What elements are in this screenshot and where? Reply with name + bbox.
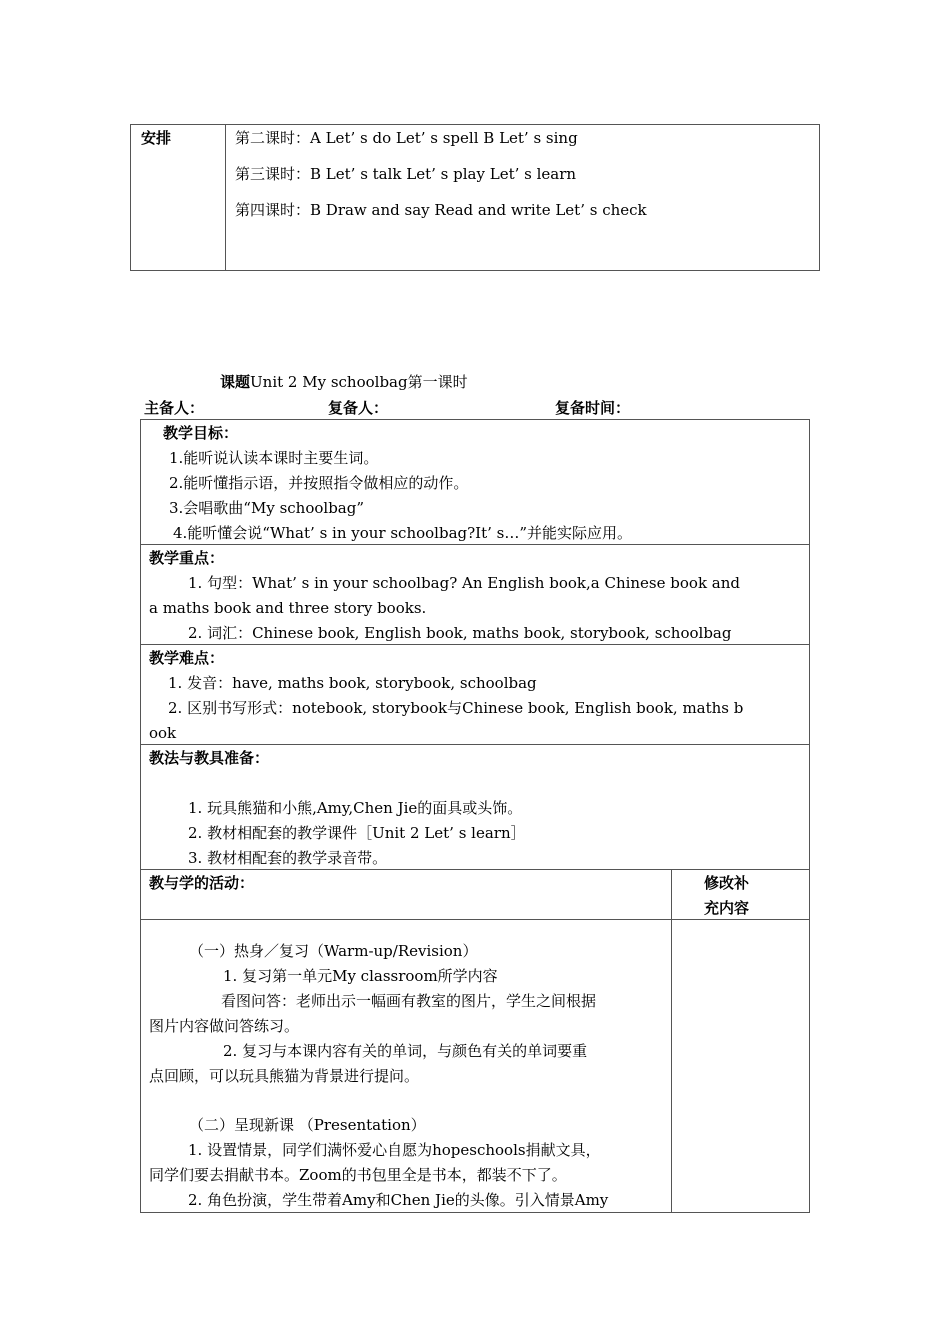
difficulty-line: 1. 发音：have, maths book, storybook, schoolbag [168,674,537,692]
methods-cell [141,745,810,870]
difficulty-line: ook [149,724,177,742]
activity-line: 1. 设置情景，同学们满怀爱心自愿为hopeschools捐献文具， [188,1141,601,1159]
revision-heading-line1: 修改补 [704,874,750,892]
method-line: 2. 教材相配套的教学课件［Unit 2 Let’ s learn］ [188,824,526,842]
difficulties-cell [141,645,810,745]
keypoint-line: a maths book and three story books. [149,599,427,617]
lesson-title [220,372,468,392]
goal-line: 2.能听懂指示语，并按照指令做相应的动作。 [169,474,469,492]
goal-line: 1.能听说认读本课时主要生词。 [169,449,379,467]
preparer-label: 主备人： [144,399,205,417]
reviewer-label: 复备人： [328,399,389,417]
revision-content-cell [672,920,810,1213]
difficulties-heading: 教学难点： [149,649,225,667]
revision-heading-cell [672,870,810,920]
schedule-line-3: 第三课时：B Let’ s talk Let’ s play Let’ s learn [235,165,577,183]
methods-heading: 教法与教具准备： [149,749,270,767]
activity-line: 图片内容做问答练习。 [149,1017,300,1035]
activity-line: 点回顾，可以玩具熊猫为背景进行提问。 [149,1067,420,1085]
keypoints-heading: 教学重点： [149,549,225,567]
goals-heading: 教学目标： [163,424,239,442]
activities-heading-cell [141,870,672,920]
method-line: 3. 教材相配套的教学录音带。 [188,849,388,867]
activities-heading: 教与学的活动： [149,874,255,892]
schedule-table [130,124,820,271]
lesson-title-label: 课题 [220,373,251,391]
activity-line: 同学们要去捐献书本。Zoom的书包里全是书本，都装不下了。 [149,1166,567,1184]
schedule-label-cell [131,125,226,271]
goals-cell [141,420,810,545]
activity-line: （二）呈现新课 （Presentation） [189,1116,426,1134]
keypoint-line: 1. 句型：What’ s in your schoolbag? An English book,a Chinese book and [188,574,741,592]
lesson-plan-table [140,419,810,1213]
activities-content-cell [141,920,672,1213]
review-time-label: 复备时间： [555,399,631,417]
lesson-title-text: Unit 2 My schoolbag第一课时 [250,373,468,391]
revision-heading-line2: 充内容 [704,899,750,917]
schedule-content-cell [226,125,820,271]
method-line: 1. 玩具熊猫和小熊,Amy,Chen Jie的面具或头饰。 [188,799,523,817]
activity-line: （一）热身／复习（Warm-up/Revision） [189,942,478,960]
keypoints-cell [141,545,810,645]
difficulty-line: 2. 区别书写形式：notebook, storybook与Chinese book, English book, maths b [168,699,744,717]
activity-line: 2. 角色扮演，学生带着Amy和Chen Jie的头像。引入情景Amy [188,1191,609,1209]
activity-line: 1. 复习第一单元My classroom所学内容 [223,967,498,985]
schedule-line-4: 第四课时：B Draw and say Read and write Let’ s check [235,201,647,219]
schedule-label: 安排 [141,129,172,147]
keypoint-line: 2. 词汇：Chinese book, English book, maths book, storybook, schoolbag [188,624,732,642]
goal-line: 3.会唱歌曲“My schoolbag” [169,499,365,517]
goal-line: 4.能听懂会说“What’ s in your schoolbag?It’ s…”并能实际应用。 [173,524,633,542]
activity-line: 2. 复习与本课内容有关的单词，与颜色有关的单词要重 [223,1042,588,1060]
schedule-line-2: 第二课时：A Let’ s do Let’ s spell B Let’ s sing [235,129,578,147]
activity-line: 看图问答：老师出示一幅画有教室的图片，学生之间根据 [221,992,597,1010]
